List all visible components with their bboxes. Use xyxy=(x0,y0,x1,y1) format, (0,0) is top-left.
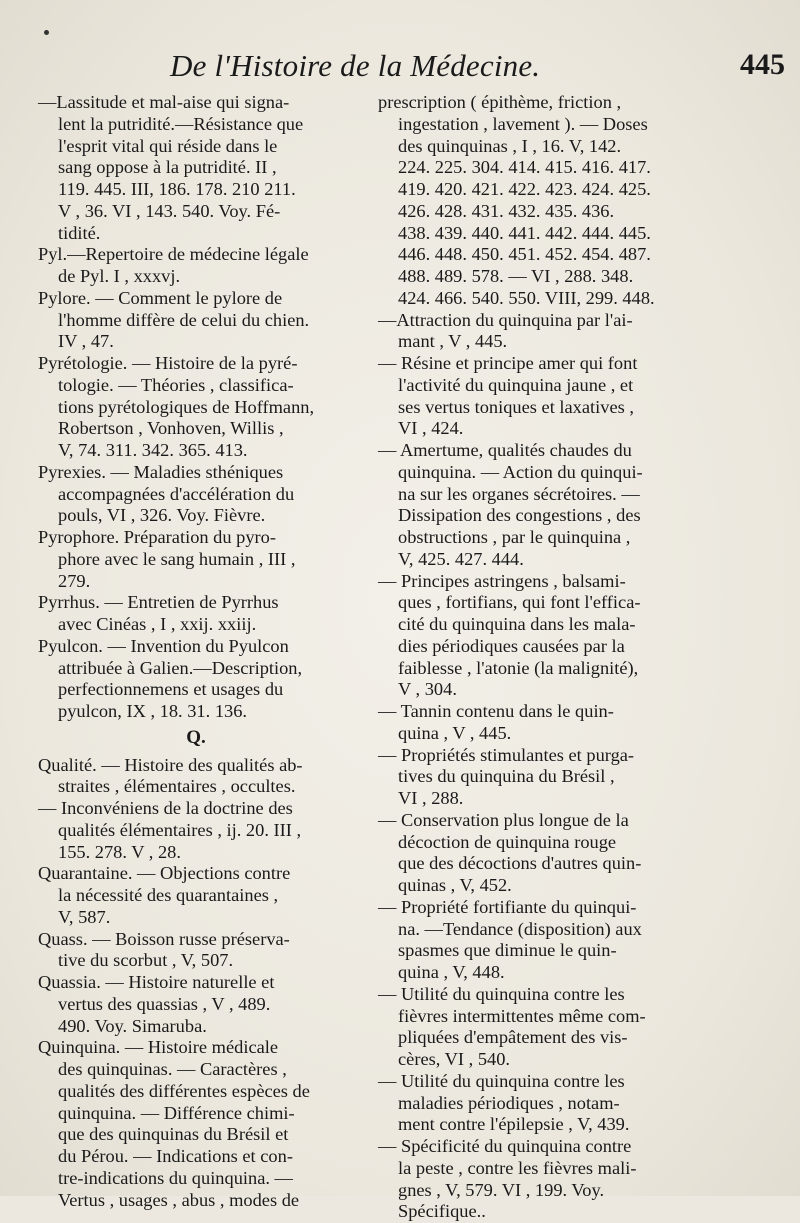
text-line: la peste , contre les fièvres mali- xyxy=(398,1157,637,1178)
text-line: quina , V, 448. xyxy=(398,962,505,982)
text-line: 419. 420. 421. 422. 423. 424. 425. xyxy=(398,179,651,199)
text-line: — Spécificité du quinquina contre xyxy=(378,1136,632,1156)
right-column xyxy=(378,92,694,1223)
text-line: de Pyl. I , xxxvj. xyxy=(58,266,181,286)
text-line: spasmes que diminue le quin- xyxy=(398,940,617,961)
ink-dot xyxy=(44,30,49,35)
text-line: Pyrétologie. — Histoire de la pyré- xyxy=(38,353,298,373)
text-line: qualités élémentaires , ij. 20. III , xyxy=(58,819,302,840)
text-line: Pyrexies. — Maladies sthéniques xyxy=(38,461,284,482)
text-line: Dissipation des congestions , des xyxy=(398,505,641,526)
text-line: — Amertume, qualités chaudes du xyxy=(378,440,632,460)
text-line: —Attraction du quinquina par l'ai- xyxy=(378,309,633,330)
text-line: tidité. xyxy=(58,222,101,243)
text-line: straites , élémentaires , occultes. xyxy=(58,776,296,797)
text-line: — Tannin contenu dans le quin- xyxy=(378,701,614,721)
text-line: — Inconvéniens de la doctrine des xyxy=(38,798,293,818)
text-line: VI , 288. xyxy=(398,788,464,808)
running-title: De l'Histoire de la Médecine. xyxy=(170,48,541,83)
text-line: sang oppose à la putridité. II , xyxy=(58,157,277,178)
text-line: V, 587. xyxy=(58,906,111,927)
left-column-entries-p xyxy=(38,92,354,723)
text-line: fièvres intermittentes même com- xyxy=(398,1005,646,1026)
text-line: Pylore. — Comment le pylore de xyxy=(38,287,283,308)
text-line: Quassia. — Histoire naturelle et xyxy=(38,972,275,992)
text-line: que des quinquinas du Brésil et xyxy=(58,1124,289,1145)
text-line: pliquées d'empâtement des vis- xyxy=(398,1027,628,1048)
text-line: dies périodiques causées par la xyxy=(398,635,625,656)
text-line: na sur les organes sécrétoires. — xyxy=(398,483,640,504)
text-line: 446. 448. 450. 451. 452. 454. 487. xyxy=(398,244,651,265)
text-line: tive du scorbut , V, 507. xyxy=(58,950,234,971)
text-line: obstructions , par le quinquina , xyxy=(398,527,631,547)
text-line: cères, VI , 540. xyxy=(398,1049,511,1069)
text-line: 155. 278. V , 28. xyxy=(58,841,181,862)
text-line: prescription ( épithème, friction , xyxy=(378,92,622,112)
text-line: — Propriétés stimulantes et purga- xyxy=(378,744,635,765)
text-line: du Pérou. — Indications et con- xyxy=(58,1146,293,1166)
text-line: pyulcon, IX , 18. 31. 136. xyxy=(58,701,247,721)
text-line: quina , V , 445. xyxy=(398,722,512,743)
text-line: vertus des quassias , V , 489. xyxy=(58,993,271,1014)
text-line: mant , V , 445. xyxy=(398,331,508,352)
text-line: décoction de quinquina rouge xyxy=(398,831,617,852)
text-line: qualités des différentes espèces de xyxy=(58,1080,310,1101)
text-line: tions pyrétologiques de Hoffmann, xyxy=(58,396,315,417)
section-letter-q: Q. xyxy=(186,726,206,748)
text-line: faiblesse , l'atonie (la malignité), xyxy=(398,657,639,678)
page-number: 445 xyxy=(740,48,785,81)
text-line: — Utilité du quinquina contre les xyxy=(378,983,625,1004)
text-line: l'activité du quinquina jaune , et xyxy=(398,374,634,395)
text-line: Quarantaine. — Objections contre xyxy=(38,863,291,884)
text-line: VI , 424. xyxy=(398,418,464,439)
text-line: tologie. — Théories , classifica- xyxy=(58,374,294,395)
text-line: ingestation , lavement ). — Doses xyxy=(398,113,648,134)
text-line: 438. 439. 440. 441. 442. 444. 445. xyxy=(398,222,651,243)
text-line: avec Cinéas , I , xxij. xxiij. xyxy=(58,614,257,634)
text-line: perfectionnemens et usages du xyxy=(58,679,284,700)
text-line: Quinquina. — Histoire médicale xyxy=(38,1037,279,1058)
text-line: maladies périodiques , notam- xyxy=(398,1092,620,1113)
text-line: —Lassitude et mal-aise qui signa- xyxy=(38,92,290,112)
left-column xyxy=(38,92,354,1211)
text-line: 224. 225. 304. 414. 415. 416. 417. xyxy=(398,157,651,178)
text-line: l'esprit vital qui réside dans le xyxy=(58,135,278,156)
text-line: V, 425. 427. 444. xyxy=(398,548,524,569)
text-line: 119. 445. III, 186. 178. 210 211. xyxy=(58,179,296,199)
text-line: na. —Tendance (disposition) aux xyxy=(398,918,642,939)
text-line: gnes , V, 579. VI , 199. Voy. xyxy=(398,1179,605,1200)
text-line: Quass. — Boisson russe préserva- xyxy=(38,928,290,949)
text-line: Pyulcon. — Invention du Pyulcon xyxy=(38,635,289,656)
text-line: Vertus , usages , abus , modes de xyxy=(58,1189,300,1210)
text-line: quinas , V, 452. xyxy=(398,875,512,895)
text-line: cité du quinquina dans les mala- xyxy=(398,614,636,634)
left-column-entries-q xyxy=(38,755,354,1212)
text-line: ques , fortifians, qui font l'effica- xyxy=(398,592,641,613)
text-line: accompagnées d'accélération du xyxy=(58,483,295,504)
text-line: V , 304. xyxy=(398,679,457,700)
text-line: l'homme diffère de celui du chien. xyxy=(58,309,310,330)
text-line: Pyrrhus. — Entretien de Pyrrhus xyxy=(38,592,279,613)
text-line: Robertson , Vonhoven, Willis , xyxy=(58,418,284,439)
text-line: IV , 47. xyxy=(58,331,114,352)
text-line: tre-indications du quinquina. — xyxy=(58,1167,293,1188)
text-line: ment contre l'épilepsie , V, 439. xyxy=(398,1114,630,1135)
text-line: 488. 489. 578. — VI , 288. 348. xyxy=(398,266,634,286)
text-line: V , 36. VI , 143. 540. Voy. Fé- xyxy=(58,200,281,221)
right-column-entries xyxy=(378,92,694,1223)
text-line: la nécessité des quarantaines , xyxy=(58,885,279,905)
text-line: — Utilité du quinquina contre les xyxy=(378,1070,625,1091)
text-line: Spécifique.. xyxy=(398,1201,486,1222)
text-line: quinquina. — Action du quinqui- xyxy=(398,461,643,482)
text-line: 279. xyxy=(58,570,91,591)
text-line: des quinquinas , I , 16. V, 142. xyxy=(398,135,622,156)
text-line: que des décoctions d'autres quin- xyxy=(398,853,642,874)
text-line: — Résine et principe amer qui font xyxy=(378,353,638,373)
text-line: ses vertus toniques et laxatives , xyxy=(398,396,634,417)
text-line: quinquina. — Différence chimi- xyxy=(58,1102,295,1123)
text-line: Pyl.—Repertoire de médecine légale xyxy=(38,244,309,265)
text-line: Pyrophore. Préparation du pyro- xyxy=(38,527,277,547)
text-line: V, 74. 311. 342. 365. 413. xyxy=(58,440,248,460)
text-line: — Principes astringens , balsami- xyxy=(378,570,626,591)
text-line: 424. 466. 540. 550. VIII, 299. 448. xyxy=(398,287,655,308)
text-line: attribuée à Galien.—Description, xyxy=(58,657,303,678)
text-line: des quinquinas. — Caractères , xyxy=(58,1059,287,1079)
text-line: lent la putridité.—Résistance que xyxy=(58,113,304,134)
text-line: pouls, VI , 326. Voy. Fièvre. xyxy=(58,505,266,526)
text-line: — Conservation plus longue de la xyxy=(378,809,629,830)
text-line: — Propriété fortifiante du quinqui- xyxy=(378,896,637,917)
text-line: tives du quinquina du Brésil , xyxy=(398,766,615,787)
text-line: 426. 428. 431. 432. 435. 436. xyxy=(398,200,615,221)
text-line: phore avec le sang humain , III , xyxy=(58,548,296,569)
text-line: 490. Voy. Simaruba. xyxy=(58,1015,207,1036)
page-header xyxy=(40,44,785,88)
text-line: Qualité. — Histoire des qualités ab- xyxy=(38,754,303,775)
